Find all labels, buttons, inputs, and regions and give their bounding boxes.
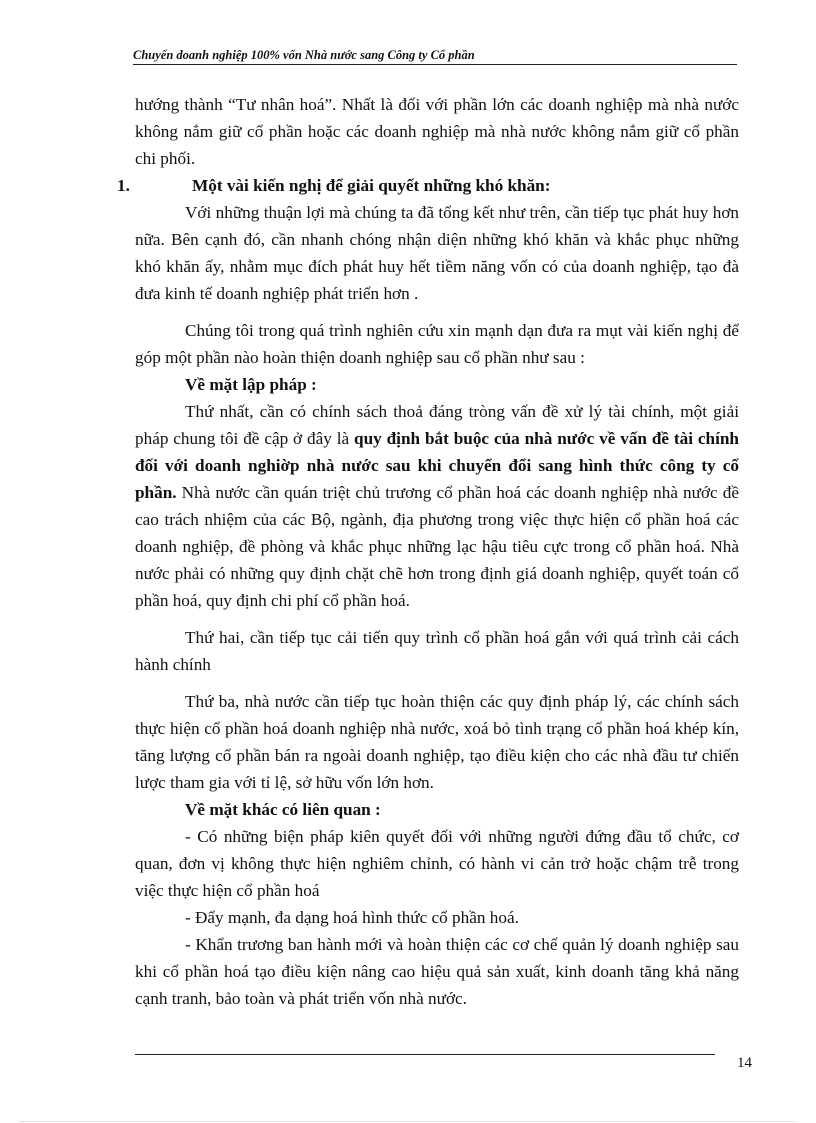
document-body xyxy=(117,91,739,1012)
footer-divider xyxy=(135,1054,715,1055)
first-text-a: Thứ nhất, cần có chính sách thoả đáng tròng vấn đề xử lý tài chính, một giải pháp chung tôi đề cập ở đây là xyxy=(135,402,739,448)
paragraph-first xyxy=(135,398,739,614)
section-heading xyxy=(117,172,739,199)
section-number: 1. xyxy=(117,176,130,195)
first-text-b: Nhà nước cần quán triệt chủ trương cổ phần hoá các doanh nghiệp nhà nước đề cao trách nhiệm của các Bộ, ngành, địa phương trong việc thực hiện cổ phần hoá các doanh nghiệp, đề phòng và khắc phục những lạc hậu tiêu cực trong cổ phần hoá. Nhà nước phải có những quy định chặt chẽ hơn trong định giá doanh nghiệp, quyết toán cổ phần hoá, quy định chi phí cổ phần hoá. xyxy=(135,483,739,610)
paragraph-proposal: Chúng tôi trong quá trình nghiên cứu xin mạnh dạn đưa ra mụt vài kiến nghị để góp một phần nào hoàn thiện doanh nghiệp sau cổ phần như sau : xyxy=(135,321,739,367)
first-text-bold: quy định bắt buộc của nhà nước về vấn đề tài chính đối với doanh nghiờp nhà nước sau khi chuyển đổi sang hình thức công ty cổ phần. xyxy=(135,429,739,502)
running-header: Chuyển doanh nghiệp 100% vốn Nhà nước sang Công ty Cổ phần xyxy=(133,47,737,65)
bullet-item: - Đẩy mạnh, đa dạng hoá hình thức cổ phần hoá. xyxy=(185,908,519,927)
paragraph-second: Thứ hai, cần tiếp tục cải tiến quy trình cổ phần hoá gắn với quá trình cải cách hành chính xyxy=(135,628,739,674)
paragraph-third: Thứ ba, nhà nước cần tiếp tục hoàn thiện các quy định pháp lý, các chính sách thực hiện cổ phần hoá doanh nghiệp nhà nước, xoá bỏ tình trạng cổ phần hoá khép kín, tăng lượng cổ phần bán ra ngoài doanh nghiệp, tạo điều kiện cho các nhà đầu tư chiến lược tham gia với tỉ lệ, sở hữu vốn lớn hơn. xyxy=(135,692,739,792)
bullet-item: - Có những biện pháp kiên quyết đối với những người đứng đầu tổ chức, cơ quan, đơn vị không thực hiện nghiêm chỉnh, có hành vi cản trở hoặc chậm trễ trong việc thực hiện cổ phần hoá xyxy=(135,827,739,900)
subheading-other: Về mặt khác có liên quan : xyxy=(185,800,381,819)
paragraph-advantages: Với những thuận lợi mà chúng ta đã tổng kết như trên, cần tiếp tục phát huy hơn nữa. Bên cạnh đó, cần nhanh chóng nhận diện những khó khăn và khắc phục những khó khăn ấy, nhằm mục đích phát huy hết tiềm năng vốn có của doanh nghiệp, tạo đà đưa kinh tế doanh nghiệp phát triển hơn . xyxy=(135,203,739,303)
section-title: Một vài kiến nghị để giải quyết những khó khăn: xyxy=(192,176,551,195)
bullet-item: - Khẩn trương ban hành mới và hoàn thiện các cơ chế quản lý doanh nghiệp sau khi cổ phần hoá tạo điều kiện nâng cao hiệu quả sản xuất, kinh doanh tăng khả năng cạnh tranh, bảo toàn và phát triển vốn nhà nước. xyxy=(135,935,739,1008)
subheading-legislation: Về mặt lập pháp : xyxy=(185,375,317,394)
page-edge-divider xyxy=(20,1121,796,1122)
page-number: 14 xyxy=(737,1055,752,1071)
paragraph-intro: hướng thành “Tư nhân hoá”. Nhất là đối với phần lớn các doanh nghiệp mà nhà nước không nắm giữ cổ phần hoặc các doanh nghiệp mà nhà nước không nắm giữ cổ phần chi phối. xyxy=(135,95,739,168)
